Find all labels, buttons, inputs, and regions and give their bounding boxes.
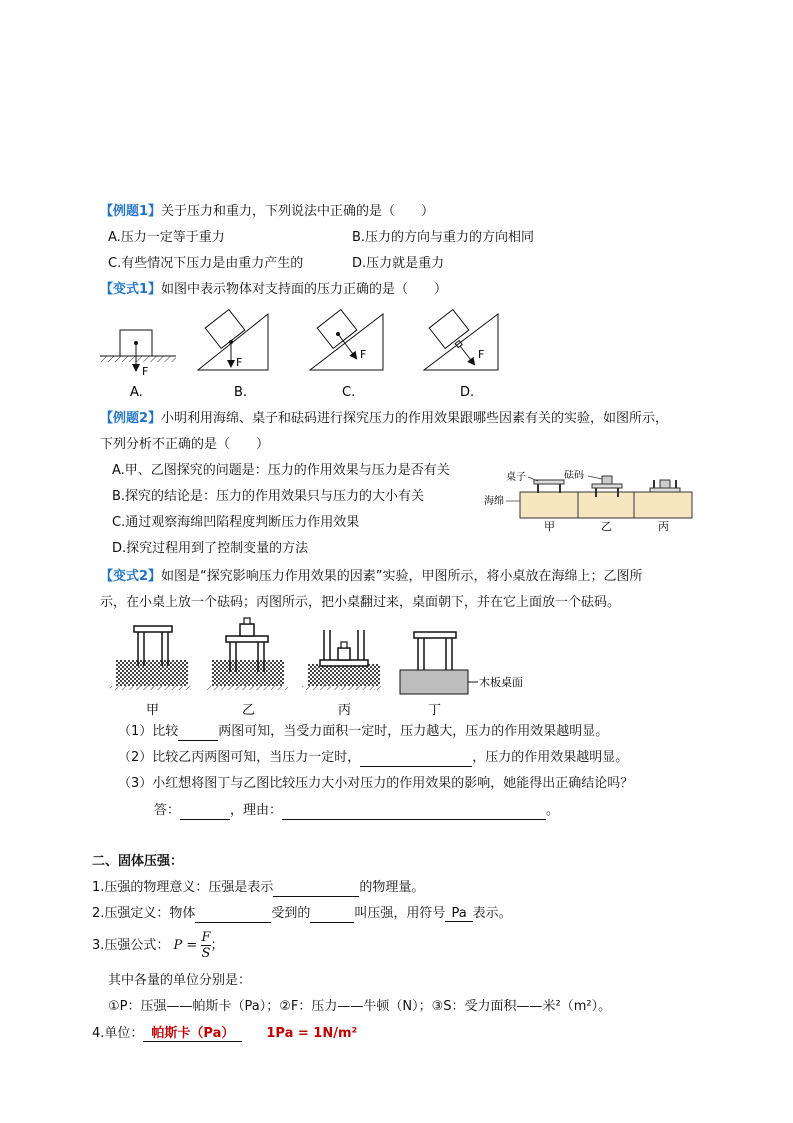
variant-1-text: 如图中表示物体对支持面的压力正确的是（ ） [161,282,448,297]
variant-2-caption-bing: 丙 [338,703,352,718]
example-1-option-c: C.有些情况下压力是由重力产生的 [108,256,304,271]
example-2-caption-bing: 丙 [658,520,669,533]
example-1-tag: 【例题1】 [100,204,162,219]
figure-a-force-label: F [142,365,149,378]
item-2-blank-2[interactable] [310,908,354,923]
variant-2-tag: 【变式2】 [100,569,162,584]
figure-c-label: C. [342,385,356,400]
variant-2-sub-q3: （3）小红想将图丁与乙图比较压力大小对压力的作用效果的影响，她能得出正确结论吗？ [118,776,634,791]
answer-blank[interactable] [180,805,230,820]
example-1-option-d: D.压力就是重力 [352,256,445,271]
section-2-item-4 [92,1025,357,1043]
variant-2-caption-ding: 丁 [428,703,442,718]
example-2-question [100,410,668,428]
formula-end: ； [210,938,224,953]
figure-c [310,310,383,400]
q1-answer-blank[interactable] [178,726,218,741]
item-4-answer: 帕斯卡（Pa） [143,1026,242,1042]
section-2-item-2 [92,905,512,923]
figure-d-force-label: F [478,348,485,361]
formula-numerator: F [201,930,211,945]
figure-a [100,330,176,400]
figure-d [424,310,498,400]
example-2-option-a: A.甲、乙图探究的问题是：压力的作用效果与压力是否有关 [112,463,450,478]
example-1-question [100,203,434,221]
section-2-units-intro: 其中各量的单位分别是： [108,973,252,988]
item-2-end: 表示。 [472,906,512,921]
example-2-caption-yi: 乙 [601,520,612,533]
example-2-text-2: 下列分析不正确的是（ ） [100,437,270,452]
example-1-text: 关于压力和重力，下列说法中正确的是（ ） [161,204,435,219]
example-2-tag: 【例题2】 [100,411,162,426]
item-2-prefix: 2.压强定义：物体 [92,906,196,921]
section-2-item-3 [92,928,224,964]
variant-1-tag: 【变式1】 [100,282,162,297]
item-1-blank[interactable] [273,882,359,897]
figure-b-force-label: F [236,356,243,369]
figure-b-label: B. [234,385,248,400]
variant-2-question [100,568,643,586]
reason-label: ，理由： [230,803,283,818]
item-3-prefix: 3.压强公式： [92,938,170,953]
example-2-option-b: B.探究的结论是：压力的作用效果只与压力的大小有关 [112,489,425,504]
item-2-symbol: Pa [445,906,472,922]
example-1-option-b: B.压力的方向与重力的方向相同 [352,230,535,245]
figure-c-force-label: F [360,348,367,361]
variant-1-question [100,281,447,299]
section-2-units-line: ①P：压强——帕斯卡（Pa）；②F：压力——牛顿（N）；③S：受力面积——米²（m²）。 [108,999,612,1014]
variant-2-board-label: 木板桌面 [479,676,523,689]
variant-2-text-1: 如图是“探究影响压力作用效果的因素”实验，甲图所示，将小桌放在海绵上；乙图所 [161,569,643,584]
section-2-heading: 二、固体压强： [92,854,184,869]
item-1-suffix: 的物理量。 [359,880,425,895]
example-2-caption-jia: 甲 [544,520,555,533]
figure-b [198,310,268,400]
variant-2-figure [108,612,558,720]
item-4-prefix: 4.单位： [92,1026,144,1041]
q2-suffix: ，压力的作用效果越明显。 [472,750,629,765]
example-2-text-1: 小明利用海绵、桌子和砝码进行探究压力的作用效果跟哪些因素有关的实验，如图所示， [161,411,669,426]
example-2-option-c: C.通过观察海绵凹陷程度判断压力作用效果 [112,515,360,530]
q2-prefix: （2）比较乙丙两图可知，当压力一定时， [118,750,361,765]
variant-1-figure [98,308,518,400]
answer-label: 答： [154,803,181,818]
variant-2-answer-line [154,802,559,820]
example-2-option-d: D.探究过程用到了控制变量的方法 [112,541,309,556]
item-1-prefix: 1.压强的物理意义：压强是表示 [92,880,274,895]
example-1-option-a: A.压力一定等于重力 [108,230,225,245]
figure-d-label: D. [460,385,475,400]
reason-blank[interactable] [282,805,546,820]
q2-answer-blank[interactable] [360,752,472,767]
q1-prefix: （1）比较 [118,724,179,739]
variant-2-sub-q1 [118,723,608,741]
item-2-middle: 受到的 [271,906,311,921]
figure-a-label: A. [130,385,143,400]
item-4-relation: 1Pa = 1N/m² [266,1026,358,1041]
reason-end: 。 [546,803,560,818]
item-2-suffix: 叫压强，用符号 [354,906,446,921]
example-2-sponge-label: 海绵 [484,496,504,507]
variant-2-caption-jia: 甲 [146,703,160,718]
formula-fraction [201,930,210,961]
example-2-figure [484,470,698,534]
formula-denominator: S [201,946,211,961]
section-2-item-1 [92,879,424,897]
variant-2-sub-q2 [118,749,628,767]
q1-suffix: 两图可知，当受力面积一定时，压力越大，压力的作用效果越明显。 [218,724,609,739]
example-2-weight-label: 砝码 [564,470,584,481]
item-2-blank-1[interactable] [195,908,271,923]
variant-2-text-2: 示，在小桌上放一个砝码；丙图所示，把小桌翻过来，桌面朝下，并在它上面放一个砝码。 [100,595,621,610]
variant-2-caption-yi: 乙 [242,703,256,718]
example-2-table-label: 桌子 [506,472,526,483]
formula-lhs: P = [173,938,198,953]
